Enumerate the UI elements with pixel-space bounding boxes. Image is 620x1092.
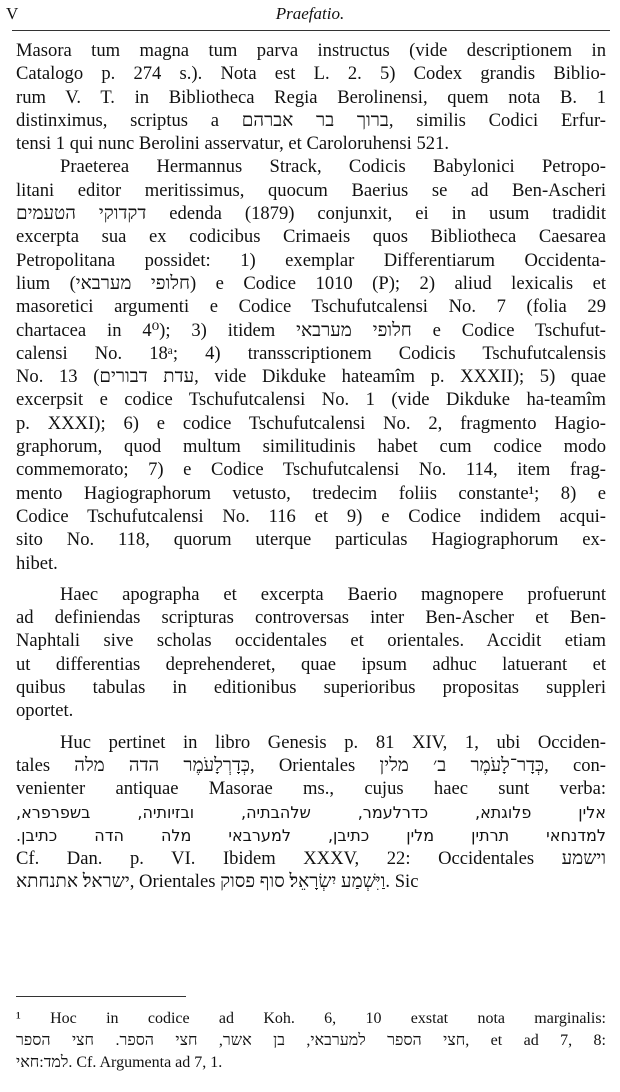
text-line: tales כְּדָרְלָעֹמֶר הדה מלה, Orientales כְּדָר־לָעֹמֶר ב׳ מלין, con-	[16, 754, 606, 776]
text-line: No. 13 (עדת דבורים, vide Dikduke hateamîm p. XXXII); 5) quae	[16, 366, 606, 388]
text-line: excerpsit e codice Tschufutcalensi No. 1 (vide Dikduke ha-teamîm	[16, 389, 606, 411]
text-line: ישראל׃ אתנחתא, Orientales וַיִּשְׁמַע יִשְׂרָאֵל׃ סוף פסוק. Sic	[16, 871, 419, 893]
text-line: commemorato; 7) e Codice Tschufutcalensi No. 114, item frag-	[16, 459, 606, 481]
text-line: excerpta sua ex codicibus Crimaeis quos Bibliotheca Caesarea	[16, 226, 606, 248]
paragraph-2	[16, 155, 606, 574]
paragraph-4	[16, 731, 606, 894]
text-line: Huc pertinet in libro Genesis p. 81 XIV, 1, ubi Occiden-	[60, 731, 606, 753]
text-line: graphorum, quod multum similitudinis habet cum codice modo	[16, 436, 606, 458]
text-line: Praeterea Hermannus Strack, Codicis Babylonici Petropo-	[60, 156, 606, 178]
text-line: Naphtali sive scholas occidentales et orientales. Accidit etiam	[16, 630, 606, 652]
text-line: hibet.	[16, 552, 58, 574]
header-rule	[12, 30, 610, 31]
text-line: Codice Tschufutcalensi No. 116 et 9) e Codice indidem acqui-	[16, 505, 606, 527]
text-line: ad definiendas scripturas controversas inter Ben-Ascher et Ben-	[16, 607, 606, 629]
text-line: venienter antiquae Masorae ms., cujus haec sunt verba:	[16, 778, 606, 800]
text-line: Petropolitana possidet: 1) exemplar Differentiarum Occidenta-	[16, 249, 606, 271]
text-line: mento Hagiographorum vetusto, tredecim foliis constante¹; 8) e	[16, 482, 606, 504]
text-line: sito No. 118, quorum uterque particulas Hagiographorum ex-	[16, 529, 606, 551]
text-line: tensi 1 qui nunc Berolini asservatur, et Caroloruhensi 521.	[16, 133, 450, 155]
text-line: rum V. T. in Bibliotheca Regia Berolinensi, quem nota B. 1	[16, 86, 606, 108]
text-line: ut differentias deprehenderet, quae ipsum adhuc latuerant et	[16, 653, 606, 675]
text-line: דקדוקי הטעמים edenda (1879) conjunxit, ei in usum tradidit	[16, 203, 606, 225]
text-line: distinximus, scriptus a ברוך בר אברהם, similis Codici Erfur-	[16, 109, 606, 131]
running-header	[6, 4, 614, 26]
text-line: oportet.	[16, 700, 74, 722]
footnote	[16, 1008, 606, 1074]
running-title: Praefatio.	[275, 4, 345, 23]
text-line: Catalogo p. 274 s.). Nota est L. 2. 5) Codex grandis Biblio-	[16, 63, 606, 85]
text-line: Haec apographa et excerpta Baerio magnopere profuerunt	[60, 583, 606, 605]
footnote-line: ¹ Hoc in codice ad Koh. 6, 10 exstat nota marginalis:	[16, 1010, 606, 1027]
text-line: masoretici argumenti e Codice Tschufutcalensi No. 7 (folia 29	[16, 296, 606, 318]
footnote-line: למד:חאי. Cf. Argumenta ad 7, 1.	[16, 1054, 223, 1071]
text-line: p. XXXI); 6) e codice Tschufutcalensi No. 2, fragmento Hagio-	[16, 412, 606, 434]
text-line: lium (חלופי מערבאי) e Codice 1010 (P); 2) aliud lexicalis et	[16, 272, 607, 294]
text-line: calensi No. 18ᵃ; 4) transscriptionem Codicis Tschufutcalensis	[16, 342, 606, 364]
text-line: Masora tum magna tum parva instructus (vide descriptionem in	[16, 40, 606, 61]
text-line: litani editor meritissimus, quocum Baerius se ad Ben-Ascheri	[16, 179, 606, 201]
footnote-line: חצי הספר למערבאי, בן אשר, חצי הספר. חצי הספר, et ad 7, 8:	[16, 1032, 606, 1049]
text-line: quibus tabulas in editionibus superioribus propositas suppleri	[16, 677, 606, 699]
text-line: Cf. Dan. p. VI. Ibidem XXXV, 22: Occidentales וישמע	[16, 848, 606, 870]
page-number: V	[6, 4, 19, 23]
footnote-rule	[16, 996, 186, 997]
paragraph-1	[16, 39, 606, 155]
paragraph-3	[16, 583, 606, 723]
text-line: chartacea in 4⁰); 3) itidem חלופי מערבאי e Codice Tschufut-	[16, 319, 606, 341]
hebrew-line: למדנחאי תרתין מלין כתיבן, למערבאי מלה הדה כתיבן.	[16, 825, 606, 845]
body-text	[16, 39, 606, 894]
hebrew-line: אלין פלוגתא, כדרלעמר, שלהבתיה, ובזיותיה, בשפרפרא,	[16, 802, 606, 822]
